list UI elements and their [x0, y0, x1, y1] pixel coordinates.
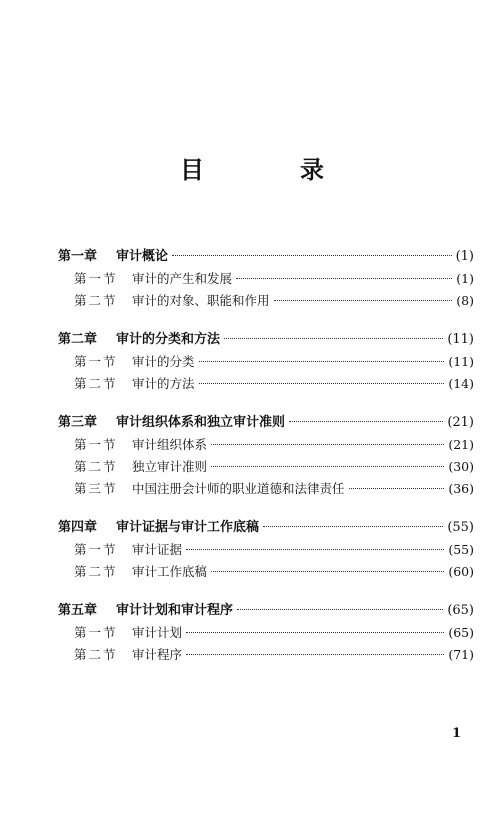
- page-ref: (11): [447, 332, 474, 347]
- dot-leader: [172, 254, 452, 256]
- dot-leader: [186, 631, 444, 633]
- chapter-label: 第二章: [58, 332, 98, 347]
- dot-leader: [211, 465, 444, 467]
- section-title: 审计组织体系: [132, 437, 208, 452]
- chapter-5: [58, 600, 474, 666]
- section-label: 第一节: [74, 354, 118, 369]
- toc-section-entry[interactable]: [58, 268, 474, 290]
- chapter-2: [58, 329, 474, 395]
- chapter-title: 审计证据与审计工作底稿: [116, 520, 260, 535]
- section-title: 审计证据: [132, 542, 183, 557]
- section-label: 第三节: [74, 481, 118, 496]
- section-label: 第二节: [74, 564, 118, 579]
- section-label: 第一节: [74, 625, 118, 640]
- toc-chapter-entry[interactable]: [58, 600, 474, 622]
- page-ref: (65): [448, 625, 474, 640]
- dot-leader: [349, 487, 445, 489]
- toc-section-entry[interactable]: [58, 539, 474, 561]
- chapter-label: 第五章: [58, 603, 98, 618]
- toc-section-entry[interactable]: [58, 644, 474, 666]
- toc-section-entry[interactable]: [58, 478, 474, 500]
- page-ref: (8): [456, 293, 474, 308]
- chapter-label: 第一章: [58, 249, 98, 264]
- dot-leader: [199, 382, 445, 384]
- dot-leader: [186, 548, 444, 550]
- toc-chapter-entry[interactable]: [58, 329, 474, 351]
- page-ref: (30): [448, 459, 474, 474]
- section-title: 审计的方法: [132, 376, 195, 391]
- chapter-4: [58, 517, 474, 583]
- section-title: 审计工作底稿: [132, 564, 208, 579]
- section-title: 审计的分类: [132, 354, 195, 369]
- section-label: 第二节: [74, 647, 118, 662]
- page-ref: (21): [448, 437, 474, 452]
- chapter-label: 第四章: [58, 520, 98, 535]
- toc-chapter-entry[interactable]: [58, 517, 474, 539]
- section-label: 第二节: [74, 459, 118, 474]
- section-title: 中国注册会计师的职业道德和法律责任: [132, 481, 345, 496]
- section-label: 第二节: [74, 376, 118, 391]
- dot-leader: [263, 525, 443, 527]
- section-label: 第二节: [74, 293, 118, 308]
- dot-leader: [289, 420, 443, 422]
- toc-chapter-entry[interactable]: [58, 412, 474, 434]
- dot-leader: [274, 299, 453, 301]
- page-ref: (21): [447, 415, 474, 430]
- toc-section-entry[interactable]: [58, 622, 474, 644]
- page-ref: (65): [447, 603, 474, 618]
- toc-chapter-entry[interactable]: [58, 246, 474, 268]
- toc-section-entry[interactable]: [58, 351, 474, 373]
- toc-section-entry[interactable]: [58, 561, 474, 583]
- section-title: 独立审计准则: [132, 459, 208, 474]
- section-label: 第一节: [74, 271, 118, 286]
- chapter-title: 审计计划和审计程序: [116, 603, 234, 618]
- dot-leader: [186, 653, 444, 655]
- page-ref: (55): [447, 520, 474, 535]
- dot-leader: [224, 337, 443, 339]
- page-ref: (36): [448, 481, 474, 496]
- chapter-title: 审计组织体系和独立审计准则: [116, 415, 286, 430]
- page-ref: (14): [448, 376, 474, 391]
- toc-section-entry[interactable]: [58, 290, 474, 312]
- page-title: 目 录: [180, 155, 360, 184]
- toc-section-entry[interactable]: [58, 373, 474, 395]
- dot-leader: [199, 360, 445, 362]
- section-label: 第一节: [74, 542, 118, 557]
- page-ref: (11): [448, 354, 474, 369]
- page-number: 1: [452, 726, 462, 741]
- page-ref: (55): [448, 542, 474, 557]
- chapter-title: 审计概论: [116, 249, 169, 264]
- dot-leader: [211, 443, 444, 445]
- section-title: 审计程序: [132, 647, 183, 662]
- section-title: 审计计划: [132, 625, 183, 640]
- dot-leader: [236, 277, 452, 279]
- section-label: 第一节: [74, 437, 118, 452]
- section-title: 审计的产生和发展: [132, 271, 233, 286]
- page-ref: (71): [448, 647, 474, 662]
- toc-section-entry[interactable]: [58, 456, 474, 478]
- page-ref: (1): [455, 249, 474, 264]
- table-of-contents: [58, 246, 474, 683]
- page-ref: (1): [456, 271, 474, 286]
- chapter-1: [58, 246, 474, 312]
- chapter-label: 第三章: [58, 415, 98, 430]
- toc-section-entry[interactable]: [58, 434, 474, 456]
- dot-leader: [211, 570, 444, 572]
- page-ref: (60): [448, 564, 474, 579]
- section-title: 审计的对象、职能和作用: [132, 293, 270, 308]
- chapter-title: 审计的分类和方法: [116, 332, 221, 347]
- dot-leader: [237, 608, 443, 610]
- chapter-3: [58, 412, 474, 500]
